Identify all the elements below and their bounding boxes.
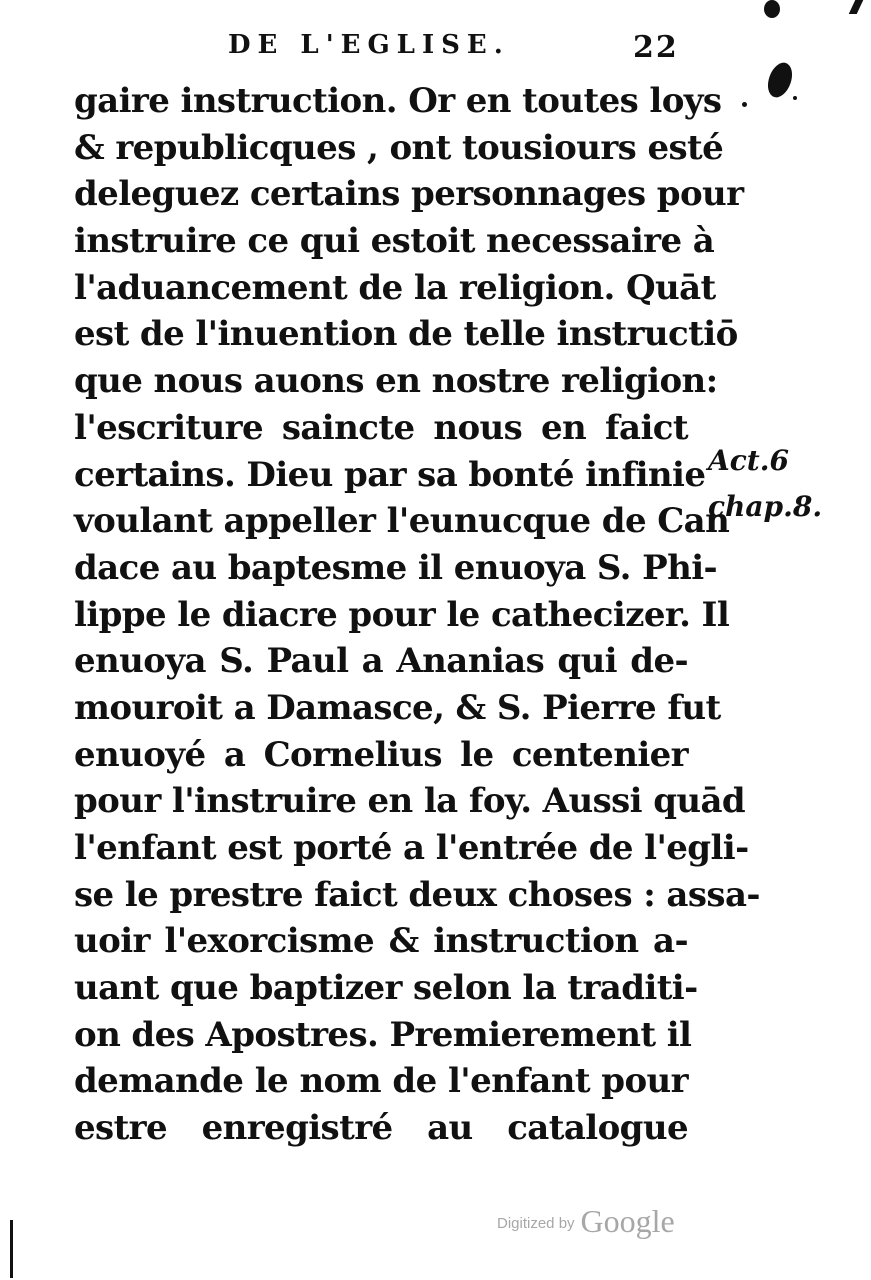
page-edge-mark [10,1220,13,1278]
text-line: est de l'inuention de telle instructiō [74,314,738,355]
ink-speck [793,96,797,100]
page-number: 22 [633,30,679,65]
text-line: lippe le diacre pour le cathecizer. Il [74,594,730,635]
ink-speck [764,0,780,18]
text-line: l'enfant est porté a l'entrée de l'egli- [74,828,749,868]
text-line: on des Apostres. Premierement il [74,1014,692,1055]
text-line: instruire ce qui estoit necessaire à [74,221,715,262]
margin-note-line: Act.6 [708,444,789,477]
ink-speck [764,59,797,100]
text-line: mouroit a Damasce, & S. Pierre fut [74,687,721,728]
text-line: uoir l'exorcisme & instruction a- [74,921,688,962]
text-line: enuoya S. Paul a Ananias qui de- [74,641,688,682]
text-line: l'aduancement de la religion. Quāt [74,267,716,308]
digitized-label: Digitized by [497,1215,575,1232]
margin-note [708,438,822,530]
margin-note-line: chap.8. [708,490,823,523]
text-line: se le prestre faict deux choses : assa- [74,874,760,915]
text-line: & republicques , ont tousiours esté [74,127,724,168]
text-line: uant que baptizer selon la traditi- [74,968,698,1009]
google-wordmark: Google [580,1203,675,1239]
running-head: DE L'EGLISE. [228,30,510,60]
text-line: demande le nom de l'enfant pour [74,1061,688,1102]
page-edge-mark [849,0,864,14]
text-line: l'escriture saincte nous en faict [74,407,688,448]
text-line: gaire instruction. Or en toutes loys [74,81,722,121]
text-line: certains. Dieu par sa bonté infinie [74,454,706,495]
text-line: estre enregistré au catalogue [74,1108,688,1149]
text-line: que nous auons en nostre religion: [74,361,718,402]
ink-speck [742,102,747,107]
text-line: pour l'instruire en la foy. Aussi quād [74,781,746,822]
text-line: voulant appeller l'eunucque de Can [74,501,730,542]
text-line: enuoyé a Cornelius le centenier [74,734,688,775]
text-line: deleguez certains personnages pour [74,174,744,215]
text-line: dace au baptesme il enuoya S. Phi- [74,547,718,588]
digitized-watermark [497,1203,675,1240]
